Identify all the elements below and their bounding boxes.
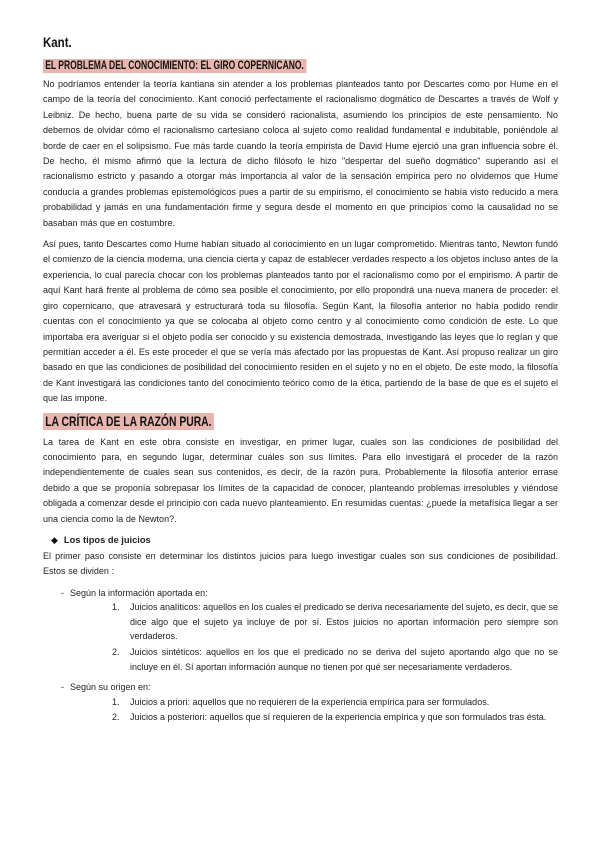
list-item	[70, 600, 558, 644]
item-text: Juicios sintéticos: aquellos en los que el predicado no se deriva del sujeto aportando algo que no se incluye en él. Sí aportan información aunque no tienen por qué ser necesariamente verdaderos.	[130, 647, 558, 672]
paragraph: Así pues, tanto Descartes como Hume habían situado al conocimiento en un lugar comprometido. Mientras tanto, Newton fundó el comienzo de la ciencia moderna, una ciencia cierta y capaz de establecer verdades respecto a los objetos incluso antes de la experiencia, lo cual parecía chocar con los problemas planteados tanto por el racionalismo como por el empirismo. A partir de aquí Kant hará frente al problema de cómo sea posible el conocimiento, por ello propondrá una nueva manera de proceder: el giro copernicano, que atravesará y estructurará toda su filosofía. Según Kant, la filosofía anterior no había podido rendir cuentas con el conocimiento ya que se colocaba al objeto como centro y al conocimiento como condición de este. Lo que importaba era averiguar si el objeto podía ser conocido y su existencia demostrada, investigando las leyes que lo regían y que permitían acceder a él. Es este proceder el que se vería más afectado por las propuestas de Kant. Así propuso realizar un giro basado en que las condiciones de posibilidad del conocimiento residen en el sujeto y no en el objeto. De este modo, la filosofía de Kant investigará las condiciones tanto del conocimiento teórico como de la ética, partiendo de la base de que es el sujeto el que las impone.	[43, 239, 558, 404]
dash-marker: -	[61, 587, 64, 598]
highlighted-heading-text: LA CRÍTICA DE LA RAZÓN PURA.	[43, 413, 214, 430]
item-number: 1.	[112, 602, 120, 613]
dash-marker: -	[61, 682, 64, 693]
group-label: Según la información aportada en:	[70, 587, 208, 598]
document-title: Kant.	[43, 34, 72, 50]
judgment-groups-list	[43, 586, 558, 725]
numbered-list	[70, 695, 558, 725]
paragraph: La tarea de Kant en este obra consiste en investigar, en primer lugar, cuales son las condiciones de posibilidad del conocimiento para, en segundo lugar, determinar cuáles son sus límites. Para ello investigará el proceder de la razón independientemente de cuales sean sus contenidos, es decir, de la razón pura. Probablemente la filosofía anterior errase debido a que se proponía sobrepasar los límites de la capacidad de conocer, planteando problemas irresolubles y viéndose obligada a comenzar desde el principio con cada nuevo planteamiento. En resumidas cuentas: ¿puede la metafísica llegar a ser una ciencia como la de Newton?.	[43, 436, 558, 524]
list-item	[70, 710, 558, 725]
group-label: Según su origen en:	[70, 682, 151, 693]
list-item	[43, 680, 558, 725]
item-text: Juicios a priori: aquellos que no requieren de la experiencia empírica para ser formulados.	[130, 696, 490, 707]
subheading-tipos-juicios	[51, 533, 558, 548]
section-heading-problema	[43, 59, 558, 73]
paragraph: El primer paso consiste en determinar los distintos juicios para luego investigar cuales son sus condiciones de posibilidad. Estos se dividen :	[43, 550, 558, 577]
section-heading-critica	[43, 413, 558, 430]
item-text: Juicios analíticos: aquellos en los cuales el predicado se deriva necesariamente del sujeto, es decir, que se dice algo que el sujeto ya incluye de por sí. Estos juicios no aportan información pero siempre son verdaderos.	[130, 602, 558, 642]
list-item	[70, 645, 558, 674]
list-item	[43, 586, 558, 674]
list-item	[70, 695, 558, 710]
item-number: 2.	[112, 647, 120, 658]
item-text: Juicios a posteriori: aquellos que sí requieren de la experiencia empírica y que son formulados tras ésta.	[130, 712, 547, 723]
highlighted-heading-text: EL PROBLEMA DEL CONOCIMIENTO: EL GIRO COPERNICANO.	[43, 59, 306, 73]
paragraph: No podríamos entender la teoría kantiana sin atender a los problemas planteados tanto por Descartes como por Hume en el campo de la teoría del conocimiento. Kant conoció perfectamente el racionalismo dogmático de Descartes a través de Wolf y Leibniz. De hecho, buena parte de su vida se consideró racionalista, asumiendo los principios de este pensamiento. No debemos de olvidar cómo el racionalismo cartesiano coloca al sujeto como realidad fundamental e indubitable, poniéndole al borde de caer en el solipsismo. Fue más tarde cuando la teoría empirista de David Hume ejerció una gran influencia sobre él. De hecho, él mismo afirmó que la lectura de dicho filósofo le hizo "despertar del sueño dogmático" superando así el racionalismo estricto y pasando a otorgar más importancia al valor de la sensación empírica pero no olvidemos que Hume conducía a grandes problemas epistemológicos pues a partir de su empirismo, el conocimiento se había visto reducido a mera probabilidad y jamás en una fundamentación firme y segura desde el momento en que principios como la causalidad no se basaban más que en costumbre.	[43, 79, 558, 228]
item-number: 2.	[112, 712, 120, 723]
item-number: 1.	[112, 696, 120, 707]
numbered-list	[70, 600, 558, 674]
subheading-text: Los tipos de juicios	[63, 534, 151, 545]
diamond-bullet-icon: ◆	[51, 534, 58, 545]
